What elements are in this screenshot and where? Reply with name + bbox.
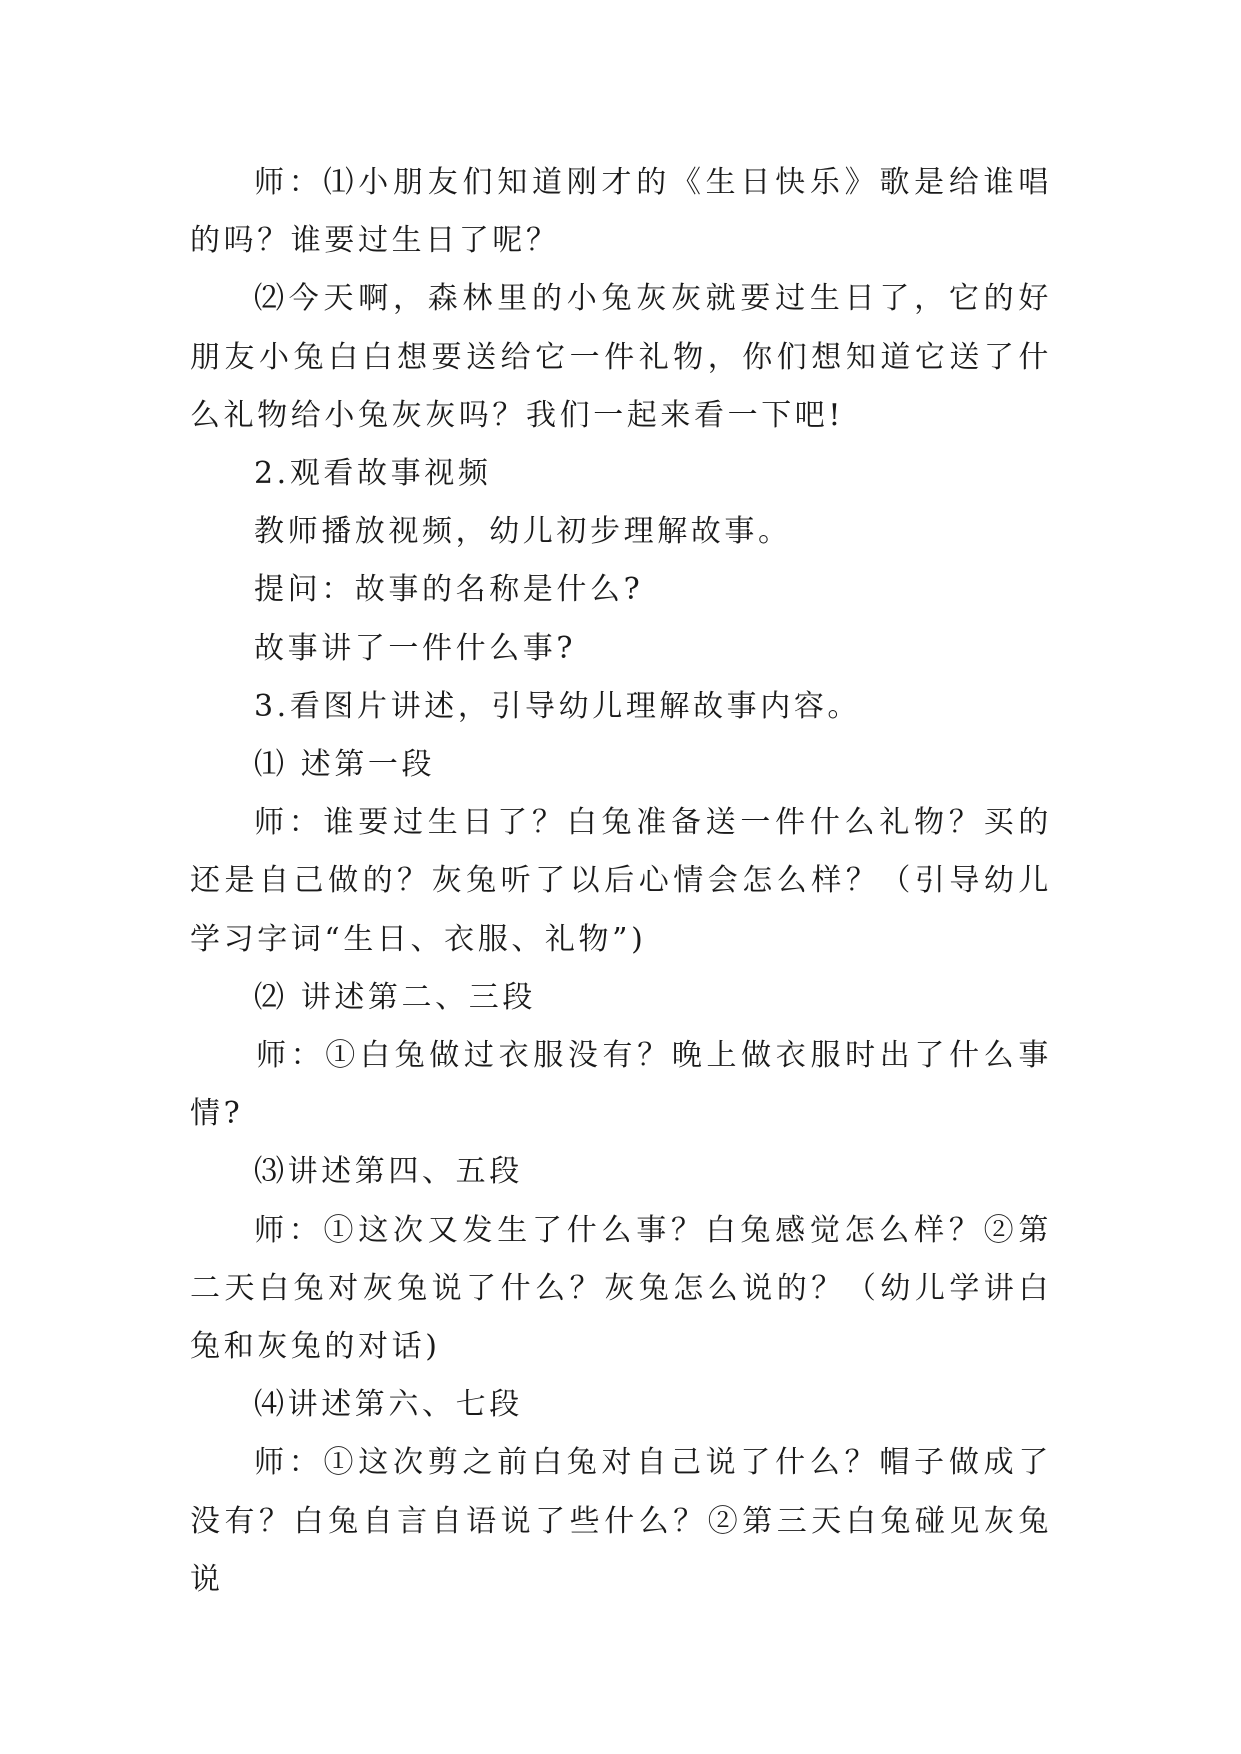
paragraph-segment-6-7-questions: 师：①这次剪之前白兔对自己说了什么？帽子做成了没有？白兔自言自语说了些什么？②第三天白兔碰见灰兔说: [190, 1445, 1052, 1597]
paragraph-play-video: 教师播放视频，幼儿初步理解故事。: [254, 514, 792, 550]
paragraph-question-story-name: 提问：故事的名称是什么?: [254, 572, 644, 608]
paragraph-question-story-event: 故事讲了一件什么事?: [254, 630, 577, 666]
paragraph-segment-1-questions: 师：谁要过生日了？白兔准备送一件什么礼物？买的还是自己做的？灰兔听了以后心情会怎么样？（引导幼儿学习字词“生日、衣服、礼物”): [190, 805, 1052, 957]
section-heading-picture-narration: 3.看图片讲述，引导幼儿理解故事内容。: [254, 688, 862, 724]
subheading-segment-6-7: ⑷讲述第六、七段: [254, 1387, 523, 1423]
paragraph-segment-4-5-questions: 师：①这次又发生了什么事？白兔感觉怎么样？②第二天白兔对灰兔说了什么？灰兔怎么说的？（幼儿学讲白兔和灰兔的对话): [190, 1212, 1052, 1365]
subheading-segment-1: ⑴ 述第一段: [254, 747, 436, 783]
section-heading-watch-video: 2.观看故事视频: [254, 456, 492, 492]
paragraph-teacher-question-1: 师：⑴小朋友们知道刚才的《生日快乐》歌是给谁唱的吗？谁要过生日了呢？: [190, 165, 1052, 259]
paragraph-segment-2-3-questions: 师：①白兔做过衣服没有？晚上做衣服时出了什么事情?: [190, 1038, 1052, 1132]
document-body: [190, 154, 1052, 1609]
subheading-segment-2-3: ⑵ 讲述第二、三段: [254, 979, 536, 1015]
paragraph-teacher-question-2: ⑵今天啊，森林里的小兔灰灰就要过生日了，它的好朋友小兔白白想要送给它一件礼物，你们想知道它送了什么礼物给小兔灰灰吗？我们一起来看一下吧!: [190, 281, 1052, 433]
subheading-segment-4-5: ⑶讲述第四、五段: [254, 1154, 523, 1190]
